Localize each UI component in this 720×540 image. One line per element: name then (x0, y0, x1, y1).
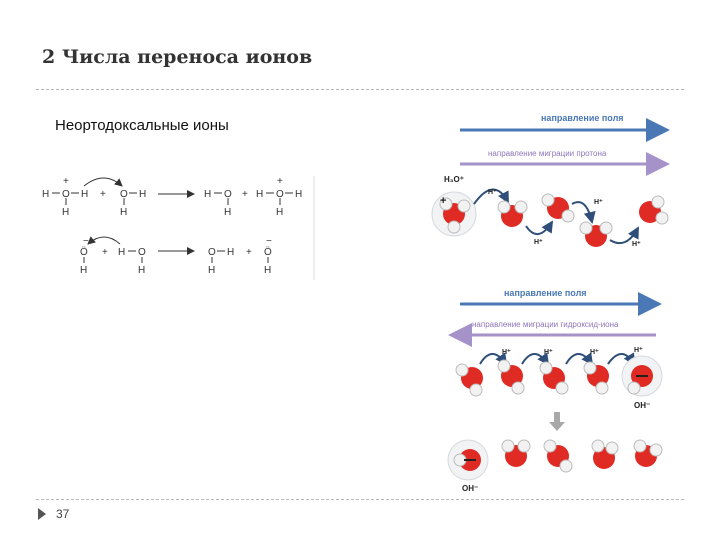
title-divider (36, 89, 684, 90)
hydroxide-label: OH⁻ (634, 401, 651, 410)
minus-charge: − (83, 236, 89, 247)
proton-migration-label: направление миграции протона (488, 149, 607, 158)
atom-o: Ö (80, 247, 88, 258)
proton-hop-arrow (526, 222, 552, 234)
reaction-scheme (36, 172, 326, 284)
atom-h: H (264, 265, 272, 276)
water-molecule (540, 362, 568, 394)
water-molecule (498, 201, 527, 227)
footer-divider (36, 499, 684, 500)
atom-h: H (80, 265, 88, 276)
page-marker-icon (36, 506, 48, 522)
plus-sign: + (102, 247, 108, 258)
water-molecule (542, 194, 574, 222)
water-molecule (498, 360, 524, 394)
proton-label: H⁺ (534, 239, 543, 246)
atom-o: O (208, 247, 216, 258)
atom-h: H (256, 189, 264, 200)
water-molecule (639, 196, 668, 224)
plus-sign: + (100, 189, 106, 200)
hydroxide-migration-label: направление миграции гидроксид-иона (472, 320, 619, 329)
electron-arrow (84, 178, 122, 186)
slide-subtitle: Неортодоксальные ионы (55, 117, 229, 134)
page-number: 37 (56, 507, 70, 521)
atom-h: H (139, 189, 147, 200)
water-molecule (592, 440, 618, 469)
proton-label: H⁺ (488, 189, 497, 196)
plus-sign: + (246, 247, 252, 258)
atom-o: O (62, 189, 70, 200)
proton-label: H⁺ (634, 347, 643, 354)
slide-title: 2 Числа переноса ионов (42, 46, 313, 68)
plus-sign: + (242, 189, 248, 200)
atom-h: H (138, 265, 146, 276)
atom-h: H (81, 189, 89, 200)
proton-label: H⁺ (502, 349, 511, 356)
proton-migration-panel (426, 104, 672, 254)
transition-arrow-head (549, 422, 565, 431)
water-molecule (580, 222, 612, 247)
hydronium-label: H₃O⁺ (444, 175, 464, 184)
atom-h: H (208, 265, 216, 276)
water-molecule (634, 440, 662, 467)
svg-text:+: + (440, 195, 447, 207)
hydroxide-label: OH⁻ (462, 484, 479, 493)
atom-h: H (227, 247, 235, 258)
atom-o: O (138, 247, 146, 258)
atom-h: H (120, 207, 128, 218)
minus-charge: − (266, 236, 272, 247)
atom-h: H (204, 189, 212, 200)
atom-h: H (276, 207, 284, 218)
field-direction-label: направление поля (504, 288, 587, 298)
plus-charge: + (63, 176, 69, 187)
hydroxide-migration-panel (426, 280, 672, 496)
water-molecule (502, 440, 530, 467)
atom-h: H (42, 189, 50, 200)
water-molecule (584, 362, 609, 394)
water-molecule (544, 440, 572, 472)
proton-label: H⁺ (544, 349, 553, 356)
proton-hop-arrow (572, 202, 592, 222)
proton-label: H⁺ (594, 199, 603, 206)
atom-h: H (62, 207, 70, 218)
atom-h: H (224, 207, 232, 218)
atom-h: H (295, 189, 303, 200)
atom-o: O (224, 189, 232, 200)
proton-label: H⁺ (590, 349, 599, 356)
atom-o: O (120, 189, 128, 200)
atom-o: Ö (264, 247, 272, 258)
proton-label: H⁺ (632, 241, 641, 248)
transition-arrow (554, 412, 560, 422)
atom-o: O (276, 189, 284, 200)
water-molecule (456, 364, 483, 396)
plus-charge: + (277, 176, 283, 187)
field-direction-label: направление поля (541, 113, 624, 123)
atom-h: H (118, 247, 126, 258)
electron-arrow (88, 237, 120, 244)
